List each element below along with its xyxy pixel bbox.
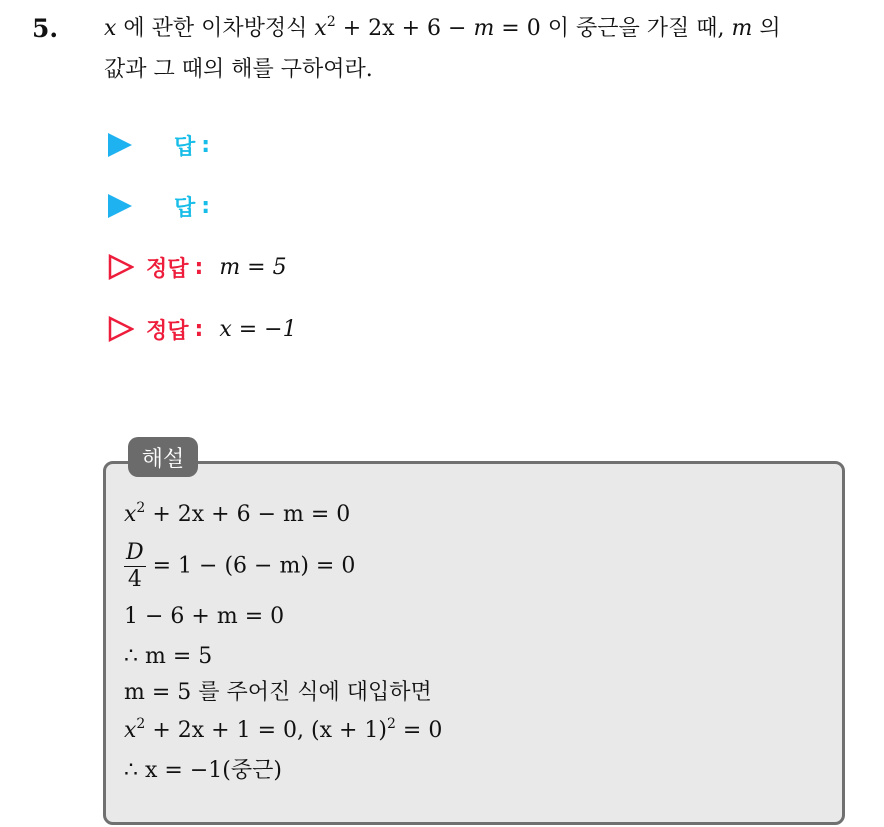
eq-x: x [314, 16, 327, 41]
question-text-a: 에 관한 이차방정식 [116, 16, 315, 41]
question-line-1 [104, 14, 781, 44]
play-triangle-icon [108, 194, 132, 218]
outline-triangle-icon [108, 316, 134, 342]
eq-exponent: 2 [326, 14, 336, 30]
sol6-x: x [124, 718, 137, 743]
correct-answer-row-2 [108, 312, 297, 346]
var-m: m [731, 16, 753, 41]
sol-line2-rest: = 1 − (6 − m) = 0 [145, 553, 356, 579]
sol6-middle: + 2x + 1 = 0, (x + 1) [145, 718, 387, 743]
solution-line-5: m = 5 를 주어진 식에 대입하면 [124, 680, 432, 705]
eq-end: = 0 [494, 16, 541, 41]
fraction-denominator: 4 [127, 567, 142, 592]
answer-blank-row-2 [108, 189, 210, 223]
sol-x: x [124, 502, 137, 527]
sol6-end: = 0 [395, 718, 443, 743]
solution-line-3: 1 − 6 + m = 0 [124, 604, 285, 629]
correct-answer-value-1: m = 5 [219, 254, 287, 280]
correct-answer-label: 정답 [146, 256, 189, 282]
question-line-2: 값과 그 때의 해를 구하여라. [104, 57, 373, 82]
question-number: 5. [32, 14, 59, 43]
correct-answer-row-1 [108, 250, 287, 284]
fraction-numerator: D [126, 540, 144, 565]
solution-line-7: ∴ x = −1(중근) [124, 758, 282, 783]
correct-answer-colon: : [194, 254, 204, 280]
question-text-b: 이 중근을 가질 때, [540, 16, 732, 41]
sol-exponent: 2 [136, 500, 146, 516]
var-x: x [104, 16, 117, 41]
answer-blank-row-1 [108, 128, 210, 162]
outline-triangle-icon [108, 254, 134, 280]
sol6-exponent-2: 2 [386, 716, 396, 732]
correct-answer-value-2: x = −1 [219, 316, 297, 342]
answer-colon: : [201, 193, 211, 219]
answer-label: 답 [174, 195, 196, 221]
answer-label: 답 [174, 134, 196, 160]
question-text-c: 의 [752, 16, 781, 41]
sol6-exponent: 2 [136, 716, 146, 732]
solution-line-2 [124, 540, 355, 593]
eq-m: m [473, 16, 495, 41]
correct-answer-colon: : [194, 316, 204, 342]
sol-line1-rest: + 2x + 6 − m = 0 [145, 502, 351, 527]
solution-line-4: ∴ m = 5 [124, 644, 213, 669]
answer-colon: : [201, 132, 211, 158]
play-triangle-icon [108, 133, 132, 157]
solution-line-6 [124, 716, 442, 746]
eq-middle: + 2x + 6 − [335, 16, 474, 41]
solution-tab: 해설 [128, 437, 198, 477]
correct-answer-label: 정답 [146, 318, 189, 344]
fraction [124, 540, 146, 593]
solution-line-1 [124, 500, 350, 530]
